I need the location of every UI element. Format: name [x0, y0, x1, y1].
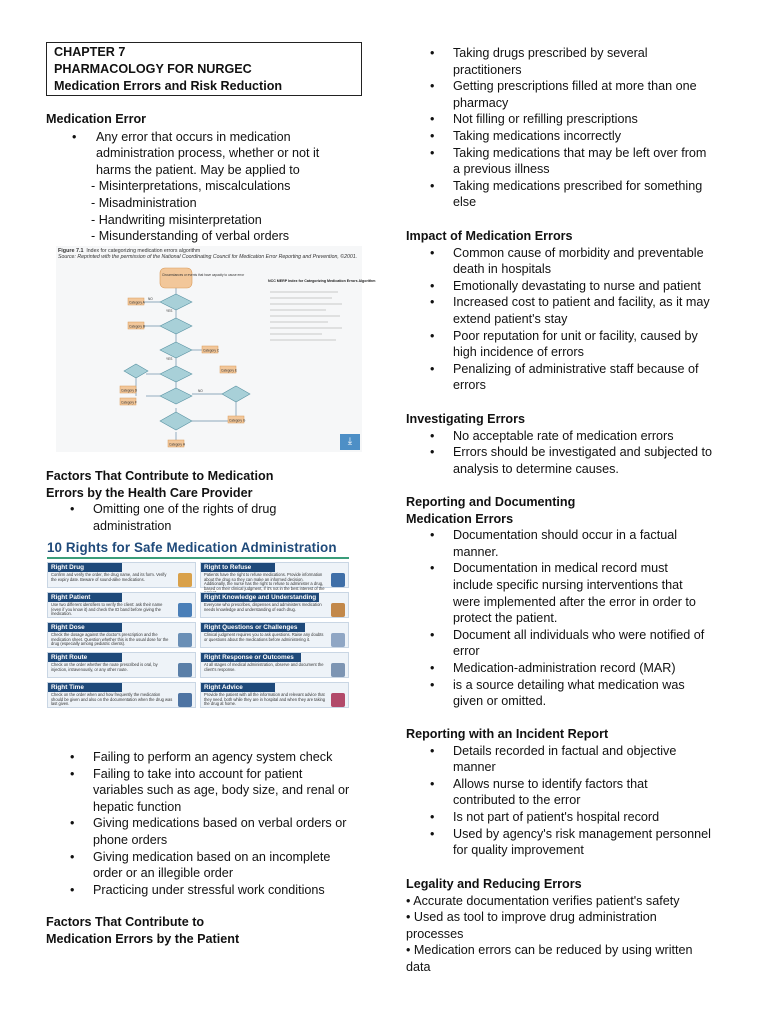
svg-text:NCC MERP Index for Categorizin: NCC MERP Index for Categorizing Medication Errors Algorithm [268, 279, 376, 283]
list-item: • No acceptable rate of medication errors [406, 428, 736, 445]
list-item: • Taking drugs prescribed by several practitioners [406, 45, 736, 78]
list-item: • Increased cost to patient and facility, as it may extend patient's stay [406, 294, 736, 327]
right-card: Right Questions or Challenges Clinical judgment requires you to ask questions. Raise any doubts or questions about the medications before administering it. [200, 622, 349, 648]
medication-error-heading: Medication Error [46, 112, 147, 126]
chapter-label: CHAPTER 7 [54, 45, 126, 59]
list-item: • Failing to perform an agency system check [46, 749, 366, 766]
bullet-icon: • [72, 129, 77, 144]
right-card: Right Response or Outcomes At all stages of medical administration, observe and document the client's response. [200, 652, 349, 678]
legality-line: processes [406, 926, 464, 941]
factors-patient-heading: Factors That Contribute to Medication Errors by the Patient [46, 915, 240, 946]
list-item: • Allows nurse to identify factors that contributed to the error [406, 776, 736, 809]
list-item: • Documentation in medical record must include specific nursing interventions that were implemented after the error in order to protect the patient. [406, 560, 736, 626]
svg-text:NO: NO [148, 297, 153, 301]
list-item: • Used by agency's risk management personnel for quality improvement [406, 826, 736, 859]
medication-error-definition: • Any error that occurs in medication administration process, whether or not it harms the patient. May be applied to [72, 129, 320, 177]
list-item: • Failing to take into account for patient variables such as age, body size, and renal or hepatic function [46, 766, 366, 816]
rights-divider [47, 557, 349, 559]
list-item: • Taking medications prescribed for something else [406, 178, 736, 211]
right-card: Right Dose Check the dosage against the doctor's prescription and the medication sheet. Question whether this is the usual dose for the drug (especially among pediatric clients). [47, 622, 196, 648]
incident-section [406, 726, 736, 859]
list-item: - Handwriting misinterpretation [91, 212, 262, 227]
list-item: • Emotionally devastating to nurse and patient [406, 278, 736, 295]
patient-icon [178, 603, 192, 617]
right-card: Right Patient Use two different identifiers to verify the client: ask their name (even if you know it) and check the ID band before giving the medication. [47, 592, 196, 618]
right-card: Right Time Check on the order when and how frequently the medication should be given and also on the documentation when the drug was last given. [47, 682, 196, 708]
figure-caption: Figure 7.1 Index for categorizing medication errors algorithm Source: Reprinted with the permission of the National Coordinating Council for Medication Error Reporting and Prevention, ©2001. [58, 248, 358, 260]
reporting-heading: Reporting and Documenting Medication Errors [406, 495, 576, 526]
applied-to-list [46, 178, 366, 244]
course-title: PHARMACOLOGY FOR NURGEC [54, 61, 252, 76]
right-card: Right Knowledge and Understanding Everyone who prescribes, dispenses and administers medication needs knowledge and understanding of each drug. [200, 592, 349, 618]
topic-title: Medication Errors and Risk Reduction [54, 78, 283, 93]
list-item: • Giving medication based on an incomplete order or an illegible order [46, 849, 366, 882]
svg-text:Category D: Category D [121, 388, 138, 393]
rights-grid [47, 562, 349, 708]
list-item: - Misinterpretations, miscalculations [91, 179, 291, 194]
drug-icon [178, 573, 192, 587]
legality-line: • Accurate documentation verifies patient's safety [406, 893, 680, 908]
flowchart-diagram [56, 246, 376, 452]
list-item: • Not filling or refilling prescriptions [406, 111, 736, 128]
svg-text:Category E: Category E [221, 368, 237, 373]
provider-factors-list [46, 749, 366, 898]
patient-factors-list [406, 45, 736, 211]
svg-text:Category G: Category G [229, 418, 246, 423]
advice-icon [331, 693, 345, 707]
factors-provider-heading: Factors That Contribute to Medication Errors by the Health Care Provider [46, 469, 274, 500]
list-item: - Misadministration [91, 195, 197, 210]
svg-text:Category H: Category H [169, 442, 186, 447]
svg-text:Circumstances or events that h: Circumstances or events that have capacity to cause error [162, 273, 245, 277]
list-item: • Document all individuals who were notified of error [406, 627, 736, 660]
figure-legend [216, 279, 375, 287]
list-item: • Common cause of morbidity and preventable death in hospitals [406, 245, 736, 278]
svg-text:Category C: Category C [203, 348, 220, 353]
reporting-section [406, 494, 736, 710]
error-algorithm-figure [56, 246, 376, 452]
list-item: • is a source detailing what medication was given or omitted. [406, 677, 736, 710]
list-item: • Giving medications based on verbal orders or phone orders [46, 815, 366, 848]
knowledge-icon [331, 603, 345, 617]
list-item: • Taking medications incorrectly [406, 128, 736, 145]
download-icon: ⤓ [347, 436, 353, 447]
svg-text:YES: YES [166, 309, 173, 313]
dose-icon [178, 633, 192, 647]
legality-heading: Legality and Reducing Errors [406, 877, 582, 891]
right-card: Right Advice Provide the patient with all the information and relevant advice that they need, both while they are in hospital and when they are taking the drug at home. [200, 682, 349, 708]
legality-line: data [406, 959, 431, 974]
list-item: • Getting prescriptions filled at more than one pharmacy [406, 78, 736, 111]
rights-title: 10 Rights for Safe Medication Administration [47, 540, 337, 555]
legality-line: • Medication errors can be reduced by using written [406, 943, 693, 958]
right-card: Right Drug Confirm and verify the order, the drug name, and its form. Verify the expiry date. Beware of sound-alike medications. [47, 562, 196, 588]
list-item: • Errors should be investigated and subjected to analysis to determine causes. [406, 444, 736, 477]
refuse-icon [331, 573, 345, 587]
questions-icon [331, 633, 345, 647]
investigating-heading: Investigating Errors [406, 412, 525, 426]
list-item: - Misunderstanding of verbal orders [91, 229, 290, 244]
response-icon [331, 663, 345, 677]
list-item: • Poor reputation for unit or facility, caused by high incidence of errors [406, 328, 736, 361]
svg-text:NO: NO [198, 389, 203, 393]
chapter-title-box [46, 42, 362, 96]
list-item: • Taking medications that may be left over from a previous illness [406, 145, 736, 178]
svg-text:Category B: Category B [129, 324, 145, 329]
legality-section [406, 876, 736, 976]
list-item: • Omitting one of the rights of drug administration [46, 501, 366, 534]
list-item: • Penalizing of administrative staff because of errors [406, 361, 736, 394]
right-card: Right Route Check on the order whether the route prescribed is oral, by injection, intravenously, or any other route. [47, 652, 196, 678]
svg-text:YES: YES [166, 357, 173, 361]
list-item: • Documentation should occur in a factual manner. [406, 527, 736, 560]
list-item: • Details recorded in factual and objective manner [406, 743, 736, 776]
list-item: • Practicing under stressful work conditions [46, 882, 366, 899]
factors-provider-section [46, 468, 366, 534]
impact-section [406, 228, 736, 394]
impact-heading: Impact of Medication Errors [406, 229, 573, 243]
incident-heading: Reporting with an Incident Report [406, 727, 609, 741]
download-button[interactable] [340, 434, 360, 450]
medication-error-section [46, 111, 366, 245]
clock-icon [178, 693, 192, 707]
list-item: • Medication-administration record (MAR) [406, 660, 736, 677]
provider-first-list [46, 501, 366, 534]
investigating-section [406, 411, 736, 477]
list-item: • Is not part of patient's hospital record [406, 809, 736, 826]
right-card: Right to Refuse Patients have the right to refuse medications. Provide information about the drug so they can make an informed decision. Additionally, the nurse has the right to refuse to administer a drug, based on their clinical judgment, if it's not in the best interest of the [200, 562, 349, 588]
legality-line: • Used as tool to improve drug administration [406, 910, 657, 925]
route-icon [178, 663, 192, 677]
svg-text:Category F: Category F [121, 400, 137, 405]
svg-text:Category A: Category A [129, 300, 145, 305]
